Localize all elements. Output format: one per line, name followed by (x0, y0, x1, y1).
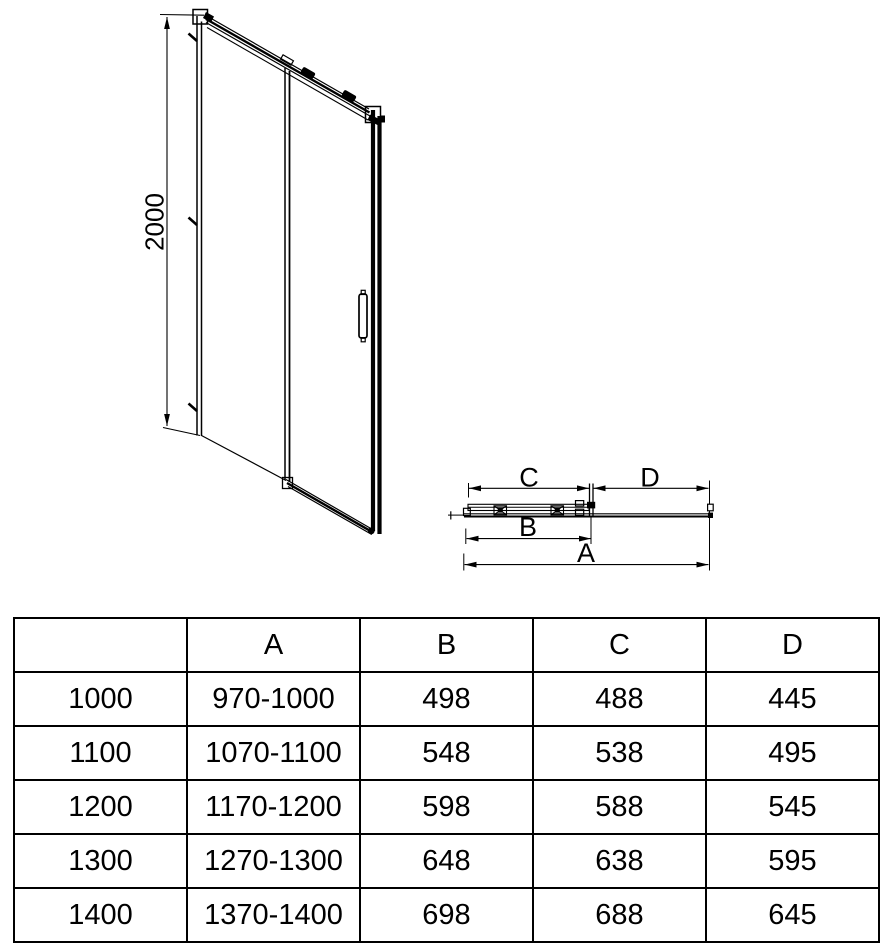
bottom-rail-line-3 (288, 487, 372, 535)
table-cell: 638 (533, 834, 706, 888)
table-header-cell-c: C (533, 618, 706, 672)
height-dimension (140, 15, 205, 436)
table-cell: 538 (533, 726, 706, 780)
table-cell: 970-1000 (187, 672, 360, 726)
table-cell: 445 (706, 672, 879, 726)
table-cell: 488 (533, 672, 706, 726)
table-cell: 688 (533, 888, 706, 942)
table-header-cell-d: D (706, 618, 879, 672)
table-cell: 1270-1300 (187, 834, 360, 888)
wall-bracket-middle (189, 218, 198, 226)
table-cell: 1000 (14, 672, 187, 726)
table-cell: 1370-1400 (187, 888, 360, 942)
dimension-c (469, 463, 590, 498)
height-dimension-label: 2000 (139, 193, 170, 251)
front-view-drawing (140, 10, 386, 535)
table-cell: 1300 (14, 834, 187, 888)
bottom-rail-end-cap (368, 527, 375, 534)
handle-bar (359, 294, 367, 338)
table-cell: 598 (360, 780, 533, 834)
dim-c-label: C (519, 462, 539, 493)
bottom-rail-line-2 (287, 483, 371, 531)
table-row (14, 726, 879, 780)
dimension-d (594, 463, 710, 505)
table-row (14, 834, 879, 888)
table-cell: 495 (706, 726, 879, 780)
top-rail-line-3 (206, 23, 370, 117)
top-right-stub (381, 116, 386, 123)
table-row (14, 672, 879, 726)
dim-a-label: A (576, 538, 596, 568)
table-cell: 645 (706, 888, 879, 942)
glass-top-edge (207, 28, 368, 121)
dim-b-label: B (518, 512, 538, 542)
table-cell: 498 (360, 672, 533, 726)
table-cell: 1170-1200 (187, 780, 360, 834)
table-cell: 588 (533, 780, 706, 834)
slider-end-clamp-top (576, 501, 584, 506)
table-row (14, 780, 879, 834)
fixed-panel-right-cap-bottom (708, 513, 713, 518)
fixed-panel-right-cap-top (708, 504, 714, 511)
dimensions-table-wrap (13, 617, 880, 943)
table-cell: 698 (360, 888, 533, 942)
table-cell: 1200 (14, 780, 187, 834)
plan-roller-right-hub (555, 508, 560, 513)
wall-bracket-top (189, 34, 198, 42)
table-cell: 1400 (14, 888, 187, 942)
dimension-a (464, 511, 710, 571)
table-cell: 545 (706, 780, 879, 834)
table-cell: 648 (360, 834, 533, 888)
bottom-rail-line-1 (286, 480, 370, 529)
table-header-cell-b: B (360, 618, 533, 672)
top-view-drawing (448, 463, 713, 571)
wall-bracket-bottom (189, 404, 198, 412)
height-ext-line-top (160, 15, 204, 16)
slider-left-end-block (464, 508, 471, 515)
height-ext-line-bottom (163, 428, 200, 436)
dimensions-table (13, 617, 880, 943)
table-row (14, 888, 879, 942)
table-cell: 1070-1100 (187, 726, 360, 780)
top-rail-line-2 (206, 19, 370, 113)
dim-d-label: D (640, 462, 660, 493)
table-cell: 1100 (14, 726, 187, 780)
table-header-cell-a: A (187, 618, 360, 672)
table-cell: 595 (706, 834, 879, 888)
glass-bottom-edge (202, 436, 287, 481)
plan-roller-left-hub (498, 508, 503, 513)
table-cell: 548 (360, 726, 533, 780)
table-header-row (14, 618, 879, 672)
door-handle (359, 290, 367, 342)
table-header-cell-size (14, 618, 187, 672)
